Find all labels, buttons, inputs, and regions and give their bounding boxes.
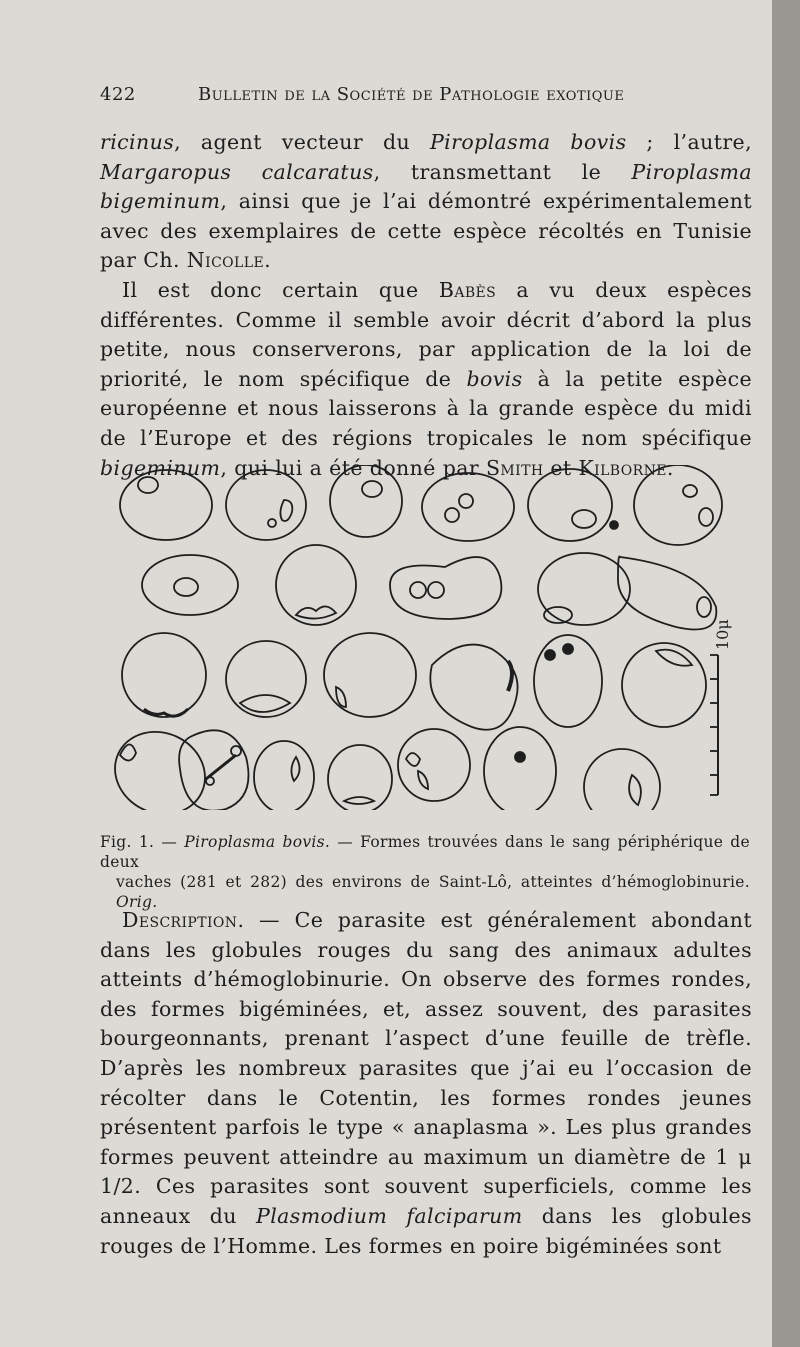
text-run: . — Ce parasite est généralement abondant dans les globules rouges du sang des animaux adultes atteints d’hémoglobinurie. On observe des formes rondes, des formes bigéminées, et, assez souvent, des parasites bourgeonnants, prenant l’aspect d’une feuille de trèfle. D’après les nombreux parasites que j’ai eu l’occasion de récolter dans le Cotentin, les formes rondes jeunes présentent parfois le type « anaplasma ». Les plus grandes formes peuvent atteindre au maximum un diamètre de 1 μ 1/2. Ces parasites sont souvent superficiels, comme les anneaux du (100, 908, 752, 1228)
red-blood-cell (622, 643, 706, 727)
author-babes: Babès (438, 277, 497, 302)
parasite (206, 755, 236, 779)
red-blood-cell (484, 727, 556, 810)
red-blood-cell (122, 633, 206, 717)
red-blood-cell (226, 641, 306, 717)
parasite (138, 477, 158, 493)
caption-text: . — Formes trouvées dans le sang périphérique de deux (100, 833, 751, 871)
paragraph-2 (100, 276, 752, 483)
paragraph-1 (100, 128, 752, 276)
red-blood-cell (330, 465, 402, 537)
parasite (362, 481, 382, 497)
text-run: ; l’autre, (626, 130, 752, 154)
figure-caption (100, 832, 750, 912)
species-plasmodium: Plasmodium falciparum (256, 1203, 523, 1228)
species-margaropus: Margaropus calcaratus (100, 159, 374, 184)
red-blood-cell (276, 545, 356, 625)
page-number: 422 (100, 84, 136, 105)
parasite (406, 753, 420, 766)
caption-species: Piroplasma bovis (184, 833, 325, 851)
species-name: bigeminum (100, 455, 221, 480)
parasite (206, 777, 214, 785)
red-blood-cell (398, 729, 470, 801)
text-run: . (264, 248, 271, 273)
text-run: à la petite espèce européenne et nous laisserons à la grande espèce du midi de l’Europe et des régions tropicales le nom spécifique (100, 366, 753, 450)
page-edge (772, 0, 800, 1347)
red-blood-cell (226, 470, 306, 540)
text-run: , qui lui a été donné par (220, 455, 486, 480)
parasite (280, 500, 292, 521)
author-nicolle: Nicolle (186, 248, 265, 273)
parasite (174, 578, 198, 596)
text-run: . (666, 455, 674, 480)
parasite (544, 607, 572, 623)
section-heading-description: Description (122, 908, 238, 932)
text-run: a vu deux espèces différentes. Comme il semble avoir décrit d’abord la plus petite, nous conserverons, par application de la loi de priorité, le nom spécifique de (100, 277, 752, 391)
paragraph-3 (100, 906, 752, 1261)
red-blood-cell (538, 553, 630, 625)
author-smith: Smith (485, 455, 544, 480)
parasite (629, 775, 641, 805)
body-text-top (100, 128, 752, 483)
figure-1 (100, 465, 750, 810)
species-ricinus: ricinus (100, 130, 175, 154)
parasite (231, 746, 241, 756)
parasite (418, 771, 428, 789)
parasite (410, 582, 426, 598)
parasite (697, 597, 711, 617)
red-blood-cell (430, 645, 517, 730)
caption-prefix: Fig. 1. — (100, 833, 185, 851)
text-run: dans les globules rouges de l’Homme. Les formes en poire bigéminées sont (100, 1203, 752, 1258)
red-blood-cell (324, 633, 416, 717)
red-blood-cell (101, 717, 218, 810)
parasite (656, 650, 692, 666)
parasite (268, 519, 276, 527)
caption-orig: Orig. (116, 893, 158, 911)
text-run: Il est donc certain que (122, 277, 439, 302)
blood-cell-drawing (100, 465, 750, 810)
parasite (445, 508, 459, 522)
running-title: Bulletin de la Société de Pathologie exotique (198, 84, 625, 105)
parasite (699, 508, 713, 526)
text-run: , ainsi que je l’ai démontré expérimentalement avec des exemplaires de cette espèce récoltés en Tunisie par Ch. (100, 189, 752, 273)
red-blood-cell (634, 465, 722, 545)
parasite (563, 644, 573, 654)
red-blood-cell (528, 469, 612, 541)
red-blood-cell (120, 470, 212, 540)
species-bovis: Piroplasma bovis (429, 130, 627, 154)
text-run: , transmettant le (373, 159, 632, 184)
parasite (428, 582, 444, 598)
red-blood-cell (142, 555, 238, 615)
parasite (683, 485, 697, 497)
parasite (508, 661, 512, 691)
text-run: et (543, 455, 579, 480)
red-blood-cell (584, 749, 660, 810)
dot (610, 521, 618, 529)
parasite (240, 695, 290, 712)
red-blood-cell (618, 556, 716, 629)
species-bigeminum: Piroplasma bigeminum (100, 159, 752, 214)
body-text-bottom (100, 906, 752, 1261)
parasite (572, 510, 596, 528)
parasite (515, 752, 525, 762)
species-name: bovis (466, 366, 523, 391)
author-kilborne: Kilborne (578, 455, 667, 480)
text-run: , agent vecteur du (174, 130, 430, 154)
scale-label: 10μ (713, 619, 732, 650)
caption-text-2: vaches (281 et 282) des environs de Saint-Lô, atteintes d’hémoglobinurie. (116, 873, 750, 891)
parasite (545, 650, 555, 660)
red-blood-cell (254, 741, 314, 810)
running-header (100, 84, 720, 112)
parasite (344, 797, 374, 804)
parasite (291, 757, 299, 781)
red-blood-cell (328, 745, 392, 810)
red-blood-cell (390, 557, 501, 619)
red-blood-cell (179, 730, 248, 810)
parasite (296, 606, 336, 618)
parasite (459, 494, 473, 508)
